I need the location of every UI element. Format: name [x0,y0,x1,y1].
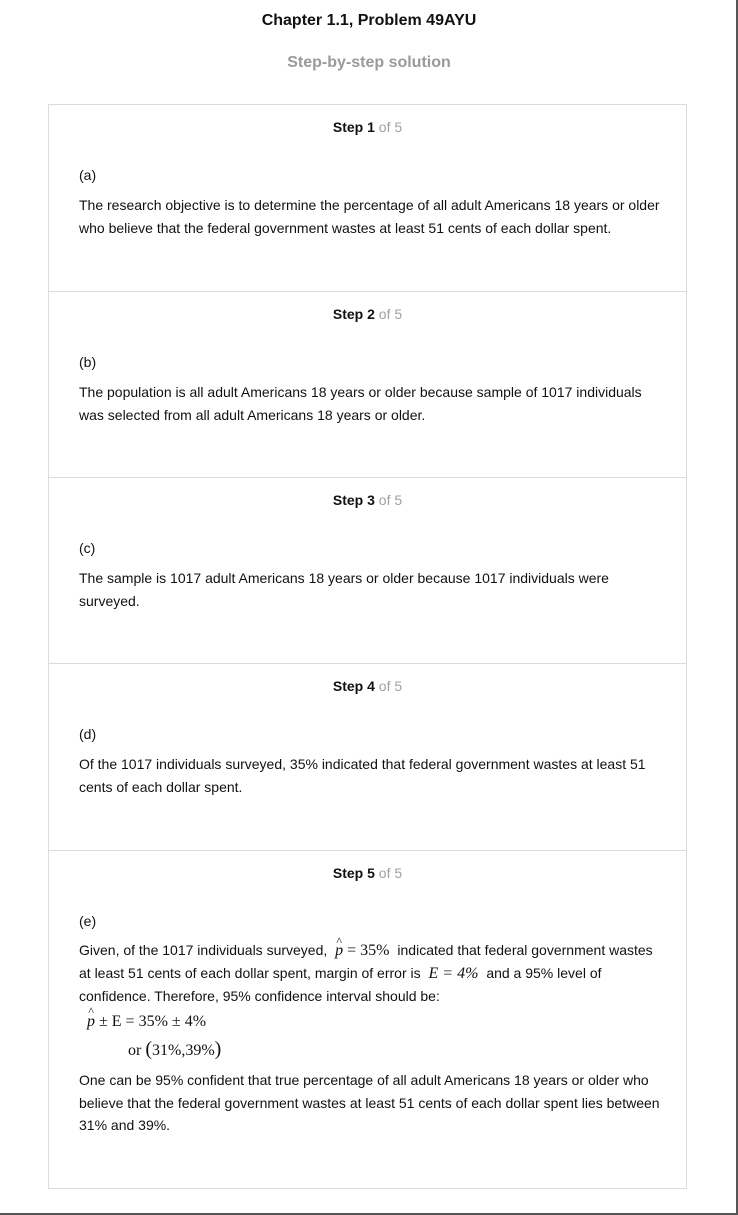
step-1-header [49,119,686,135]
part-label: (d) [79,726,97,742]
or-word: or [128,1042,142,1059]
part-label: (e) [79,913,97,929]
step-total: of 5 [378,492,403,508]
p-hat-value: = 35% [343,942,390,959]
step-label: Step [332,678,364,694]
step-text: Of the 1017 individuals surveyed, 35% indicated that federal government wastes at least 51 cents of each dollar spent. [79,756,646,795]
given-text-3: and a 95% level of confidence. Therefore, 95% confidence interval should be: [79,965,602,1004]
step-2-header [49,306,686,322]
step-label: Step [332,119,364,135]
step-total: of 5 [378,306,403,322]
step-5 [49,850,686,1188]
step-label: Step [332,306,364,322]
step-total: of 5 [378,865,403,881]
e-expression: E = 4% [428,965,479,982]
step-4 [49,663,686,850]
step-number: 5 [367,865,375,881]
step-label: Step [332,492,364,508]
page-subtitle: Step-by-step solution [287,54,451,71]
step-total: of 5 [378,119,403,135]
step-total: of 5 [378,678,403,694]
part-label: (b) [79,354,97,370]
interval-result [128,1038,221,1061]
p-hat-symbol: ^ p [87,1013,95,1031]
p-hat-symbol: ^ p [335,939,343,962]
steps-container [48,104,687,1189]
close-paren: ) [214,1038,222,1060]
step-number: 4 [367,678,375,694]
step-text: The sample is 1017 adult Americans 18 years or older because 1017 individuals were surveyed. [79,570,609,609]
page-title: Chapter 1.1, Problem 49AYU [261,12,477,29]
step-label: Step [332,865,364,881]
interval-equation [87,1013,206,1031]
part-label: (c) [79,540,96,556]
step-3-header [49,492,686,508]
step-text: The population is all adult Americans 18 years or older because sample of 1017 individuals was selected from all adult Americans 18 years or older. [79,384,642,423]
given-text-1: Given, of the 1017 individuals surveyed, [79,942,328,958]
interval-expression: ± E = 35% ± 4% [95,1013,207,1030]
interval-values: 31%,39% [152,1042,215,1059]
step-3 [49,477,686,663]
p-hat-equation [331,942,393,959]
open-paren: ( [145,1038,152,1060]
given-text-2: indicated that federal government wastes at least 51 cents of each dollar spent, margin of error is [79,942,653,981]
step-text: The research objective is to determine the percentage of all adult Americans 18 years or older who believe that the federal government wastes at least 51 cents of each dollar spent. [79,197,660,236]
step-number: 2 [367,306,375,322]
margin-of-error-equation [425,965,483,982]
step-2 [49,291,686,477]
conclusion-text: One can be 95% confident that true percentage of all adult Americans 18 years or older who believe that the federal government wastes at least 51 cents of each dollar spent lies between 31% and 39%. [79,1072,660,1133]
step-5-header [49,865,686,881]
step-4-header [49,678,686,694]
given-paragraph [79,939,664,1008]
part-label: (a) [79,167,97,183]
step-number: 1 [367,119,375,135]
step-1 [49,105,686,291]
step-number: 3 [367,492,375,508]
